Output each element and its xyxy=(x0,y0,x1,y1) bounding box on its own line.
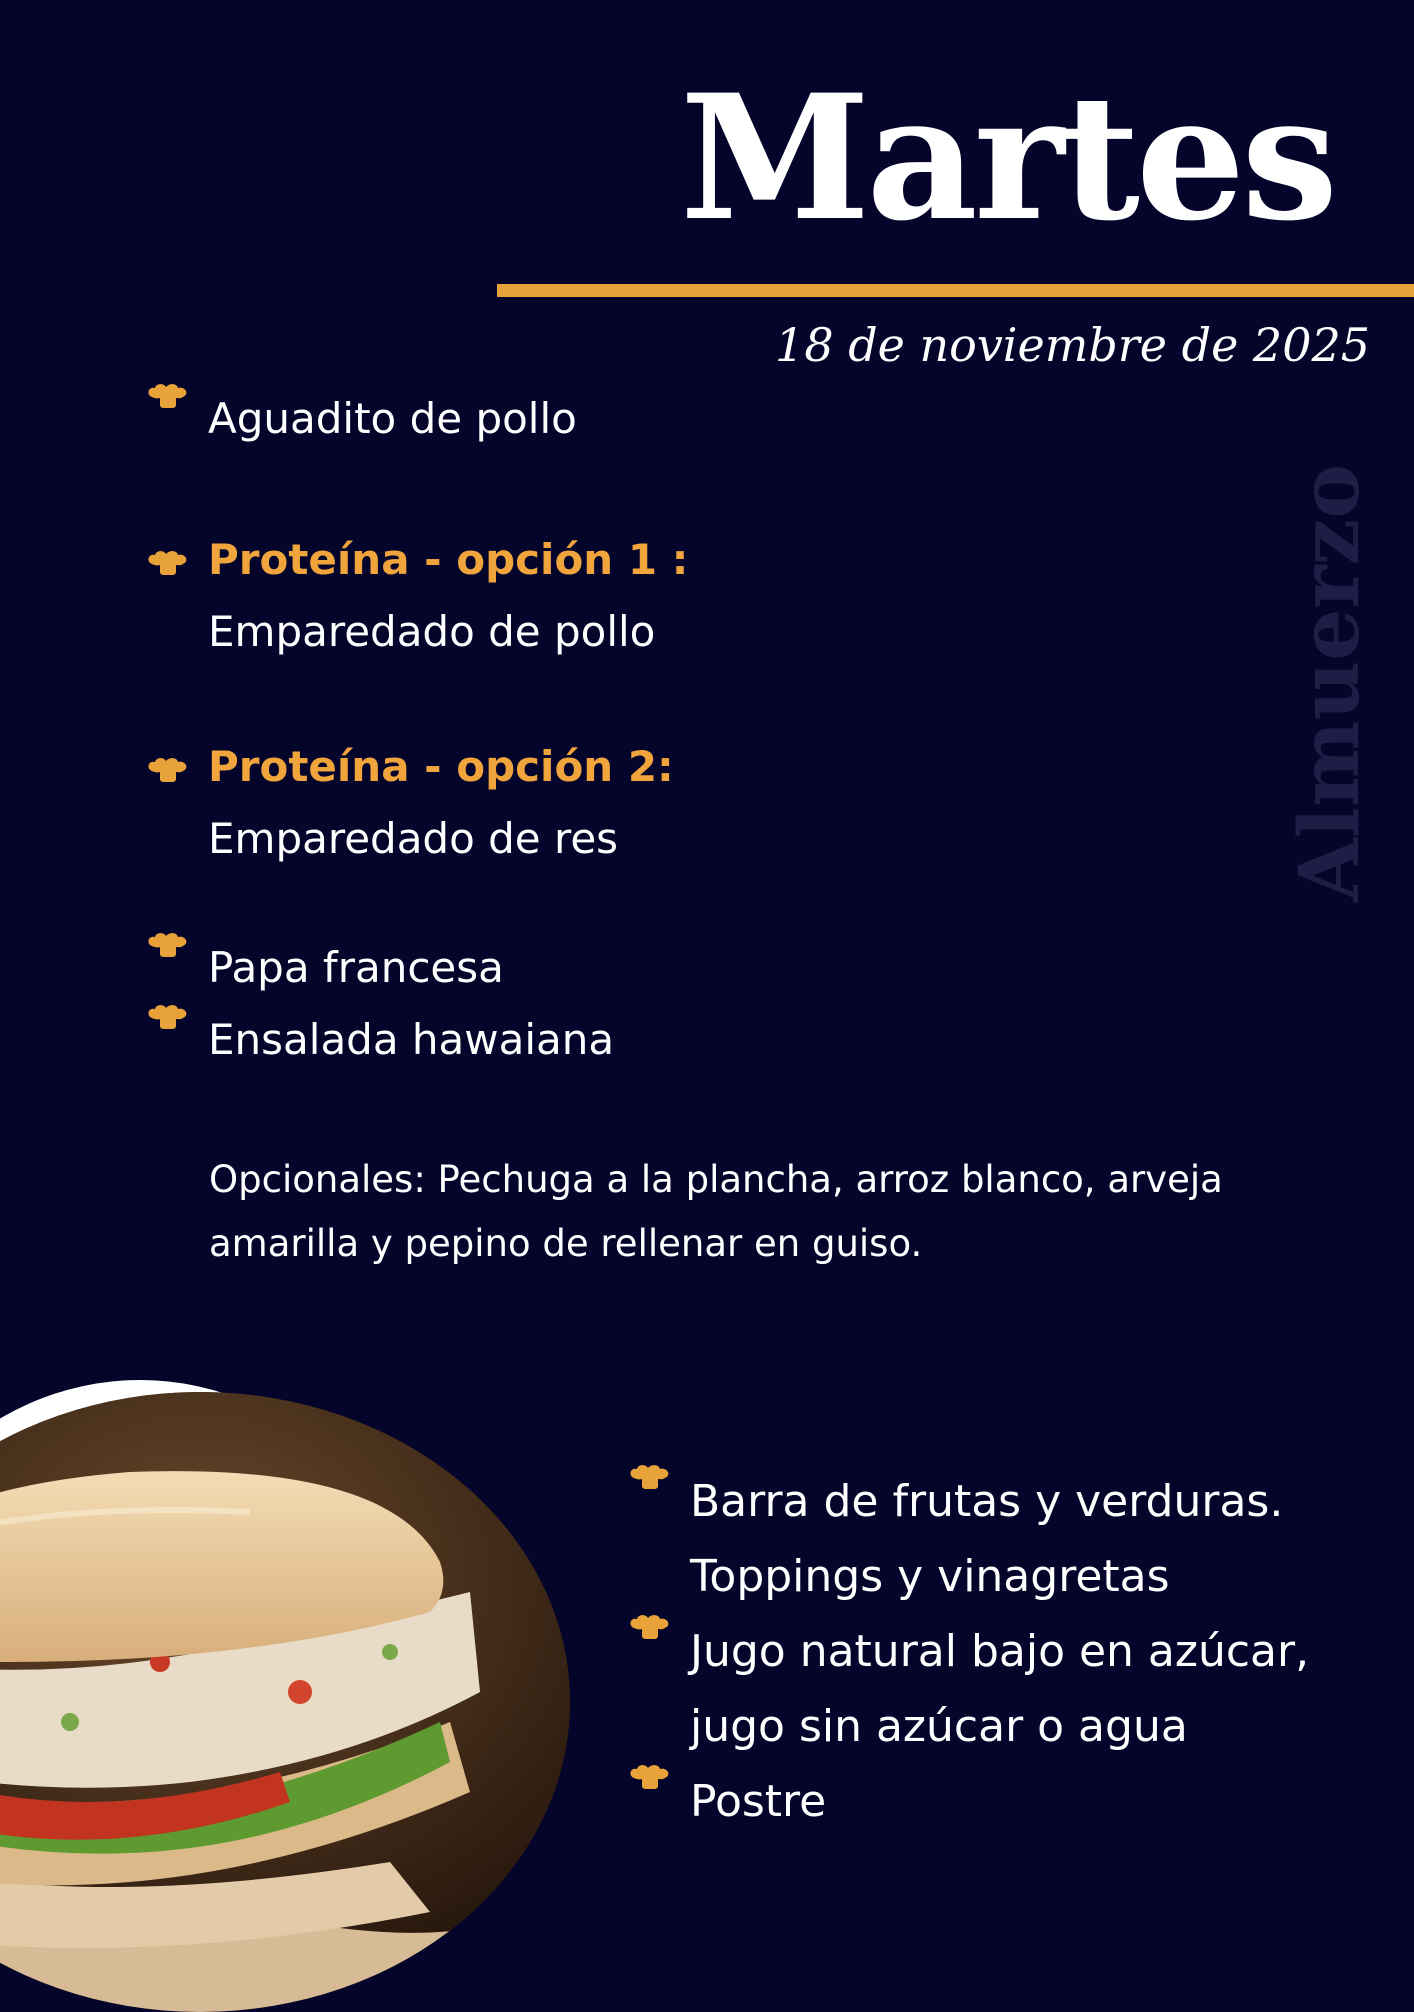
page-title: Martes xyxy=(680,56,1335,259)
extras-item-line: jugo sin azúcar o agua xyxy=(690,1701,1188,1752)
chef-hat-icon xyxy=(628,1614,672,1642)
extras-item-dessert xyxy=(628,1764,826,1839)
title-underline xyxy=(497,284,1414,297)
extras-item-line: Postre xyxy=(690,1776,827,1827)
meal-label xyxy=(1282,460,1379,905)
menu-item-label: Aguadito de pollo xyxy=(208,394,577,443)
menu-item-label: Papa francesa xyxy=(208,943,504,992)
chef-hat-icon xyxy=(146,1004,190,1032)
menu-item-heading: Proteína - opción 2: xyxy=(208,742,674,791)
menu-item-label: Ensalada hawaiana xyxy=(208,1015,615,1064)
menu-item-label: Emparedado de res xyxy=(208,814,619,863)
extras-item-line: Toppings y vinagretas xyxy=(690,1551,1170,1602)
menu-item-soup xyxy=(146,383,577,455)
chef-hat-icon xyxy=(146,932,190,960)
menu-item-salad xyxy=(146,1004,614,1076)
menu-item-protein-2 xyxy=(146,731,674,875)
chef-hat-icon xyxy=(146,383,190,411)
chef-hat-icon xyxy=(146,550,190,578)
menu-item-label: Emparedado de pollo xyxy=(208,607,656,656)
sandwich-photo xyxy=(0,1392,570,2012)
optional-note: Opcionales: Pechuga a la plancha, arroz blanco, arveja amarilla y pepino de rellenar en guiso. xyxy=(209,1158,1223,1265)
chef-hat-icon xyxy=(628,1764,672,1792)
extras-item-juice xyxy=(628,1614,1309,1764)
extras-item-salad-bar xyxy=(628,1464,1283,1614)
menu-item-protein-1 xyxy=(146,524,688,668)
menu-item-heading: Proteína - opción 1 : xyxy=(208,535,689,584)
chef-hat-icon xyxy=(628,1464,672,1492)
extras-item-line: Jugo natural bajo en azúcar, xyxy=(690,1626,1310,1677)
extras-item-line: Barra de frutas y verduras. xyxy=(690,1476,1284,1527)
menu-item-fries xyxy=(146,932,504,1004)
chef-hat-icon xyxy=(146,757,190,785)
menu-date: 18 de noviembre de 2025 xyxy=(775,318,1370,372)
meal-label-text: Almuerzo xyxy=(1282,463,1379,902)
